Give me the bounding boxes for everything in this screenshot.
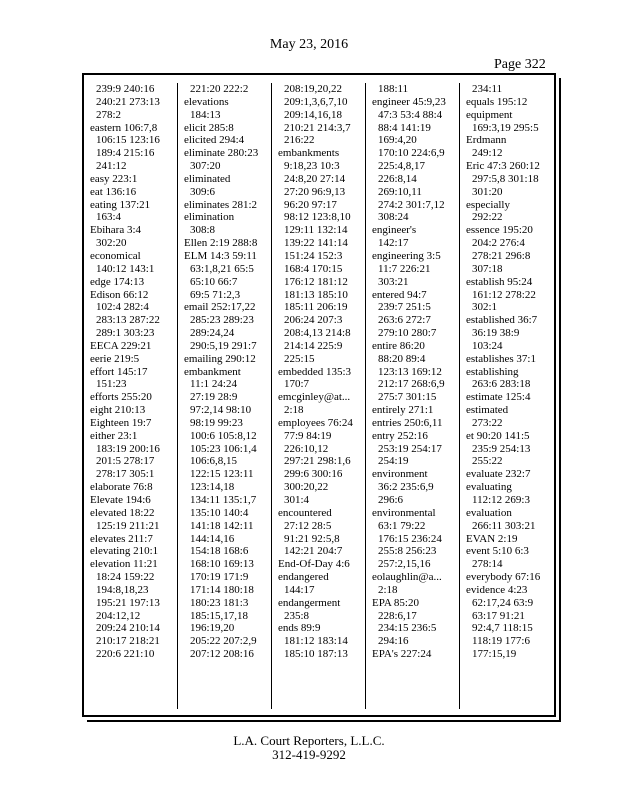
index-term-entry: eerie 219:5 bbox=[90, 352, 140, 365]
index-term-entry: estimated bbox=[466, 404, 509, 417]
index-page-refs: 294:16 bbox=[378, 635, 409, 648]
index-term-entry: entire 86:20 bbox=[372, 339, 425, 352]
index-term-entry: EPA 85:20 bbox=[372, 596, 419, 609]
index-page-refs: 278:17 305:1 bbox=[96, 468, 155, 481]
index-page-refs: 91:21 92:5,8 bbox=[284, 532, 340, 545]
index-page-refs: 278:14 bbox=[472, 558, 503, 571]
index-term-entry: elevating 210:1 bbox=[90, 545, 159, 558]
index-page-refs: 36:2 235:6,9 bbox=[378, 481, 434, 494]
index-column-3 bbox=[272, 83, 366, 709]
index-term-entry: emailing 290:12 bbox=[184, 352, 256, 365]
index-page-refs: 88:20 89:4 bbox=[378, 352, 426, 365]
index-page-refs: 299:6 300:16 bbox=[284, 468, 343, 481]
index-page-refs: 185:15,17,18 bbox=[190, 609, 249, 622]
index-term-entry: establishing bbox=[466, 365, 519, 378]
index-page-refs: 63:1,8,21 65:5 bbox=[190, 262, 254, 275]
index-term-entry: economical bbox=[90, 249, 141, 262]
index-page-refs: 254:19 bbox=[378, 455, 409, 468]
index-page-refs: 77:9 84:19 bbox=[284, 429, 332, 442]
index-term-entry: ELM 14:3 59:11 bbox=[184, 249, 257, 262]
index-page-refs: 170:7 bbox=[284, 378, 310, 391]
index-term-entry: estimate 125:4 bbox=[466, 391, 531, 404]
index-page-refs: 123:14,18 bbox=[190, 481, 235, 494]
index-page-refs: 302:20 bbox=[96, 237, 127, 250]
index-page-refs: 139:22 141:14 bbox=[284, 237, 348, 250]
index-term-entry: encountered bbox=[278, 506, 332, 519]
page-number: Page 322 bbox=[494, 57, 546, 72]
index-page-refs: 285:23 289:23 bbox=[190, 314, 254, 327]
index-term-entry: edge 174:13 bbox=[90, 275, 145, 288]
index-page-refs: 2:18 bbox=[378, 583, 398, 596]
index-page-refs: 63:17 91:21 bbox=[472, 609, 525, 622]
index-page-refs: 169:3,19 295:5 bbox=[472, 121, 539, 134]
index-page-refs: 226:8,14 bbox=[378, 172, 417, 185]
index-page-refs: 196:19,20 bbox=[190, 622, 235, 635]
index-term-entry: especially bbox=[466, 198, 510, 211]
index-page-refs: 9:18,23 10:3 bbox=[284, 160, 340, 173]
index-page-refs: 300:20,22 bbox=[284, 481, 329, 494]
index-term-entry: eat 136:16 bbox=[90, 185, 137, 198]
word-index-box bbox=[82, 73, 556, 717]
index-page-refs: 301:20 bbox=[472, 185, 503, 198]
index-page-refs: 69:5 71:2,3 bbox=[190, 288, 241, 301]
index-term-entry: entirely 271:1 bbox=[372, 404, 434, 417]
index-page-refs: 98:12 123:8,10 bbox=[284, 211, 351, 224]
index-page-refs: 253:19 254:17 bbox=[378, 442, 442, 455]
index-page-refs: 235:9 254:13 bbox=[472, 442, 531, 455]
index-term-entry: entry 252:16 bbox=[372, 429, 428, 442]
index-term-entry: established 36:7 bbox=[466, 314, 538, 327]
index-page-refs: 161:12 278:22 bbox=[472, 288, 536, 301]
index-page-refs: 269:10,11 bbox=[378, 185, 422, 198]
index-page-refs: 18:24 159:22 bbox=[96, 571, 155, 584]
index-page-refs: 176:12 181:12 bbox=[284, 275, 348, 288]
index-term-entry: emcginley@at... bbox=[278, 391, 351, 404]
index-page-refs: 129:11 132:14 bbox=[284, 224, 348, 237]
index-term-entry: ends 89:9 bbox=[278, 622, 321, 635]
index-page-refs: 118:19 177:6 bbox=[472, 635, 530, 648]
index-page-refs: 195:21 197:13 bbox=[96, 596, 160, 609]
index-term-entry: EVAN 2:19 bbox=[466, 532, 518, 545]
index-page-refs: 201:5 278:17 bbox=[96, 455, 155, 468]
index-page-refs: 140:12 143:1 bbox=[96, 262, 155, 275]
index-term-entry: embankment bbox=[184, 365, 241, 378]
index-page-refs: 185:10 187:13 bbox=[284, 648, 348, 661]
index-term-entry: eliminated bbox=[184, 172, 231, 185]
index-term-entry: easy 223:1 bbox=[90, 172, 138, 185]
index-page-refs: 47:3 53:4 88:4 bbox=[378, 108, 443, 121]
index-page-refs: 184:13 bbox=[190, 108, 221, 121]
index-page-refs: 123:13 169:12 bbox=[378, 365, 442, 378]
index-term-entry: engineering 3:5 bbox=[372, 249, 441, 262]
index-page-refs: 208:4,13 214:8 bbox=[284, 327, 351, 340]
index-page-refs: 278:2 bbox=[96, 108, 122, 121]
index-term-entry: elicit 285:8 bbox=[184, 121, 234, 134]
index-column-4 bbox=[366, 83, 460, 709]
index-page-refs: 307:18 bbox=[472, 262, 503, 275]
index-page-refs: 209:1,3,6,7,10 bbox=[284, 95, 348, 108]
index-page-refs: 96:20 97:17 bbox=[284, 198, 337, 211]
index-term-entry: engineer's bbox=[372, 224, 417, 237]
index-page-refs: 188:11 bbox=[378, 83, 409, 95]
index-page-refs: 292:22 bbox=[472, 211, 503, 224]
index-term-entry: elicited 294:4 bbox=[184, 134, 245, 147]
index-term-entry: elaborate 76:8 bbox=[90, 481, 153, 494]
transcript-date: May 23, 2016 bbox=[269, 37, 349, 52]
index-page-refs: 263:6 272:7 bbox=[378, 314, 431, 327]
index-page-refs: 205:22 207:2,9 bbox=[190, 635, 257, 648]
index-page-refs: 274:2 301:7,12 bbox=[378, 198, 445, 211]
index-term-entry: environment bbox=[372, 468, 428, 481]
index-page-refs: 301:4 bbox=[284, 494, 310, 506]
index-page-refs: 234:11 bbox=[472, 83, 503, 95]
index-page-refs: 302:1 bbox=[472, 301, 498, 314]
index-page-refs: 308:8 bbox=[190, 224, 216, 237]
index-page-refs: 154:18 168:6 bbox=[190, 545, 249, 558]
index-term-entry: eliminate 280:23 bbox=[184, 147, 259, 160]
index-term-entry: email 252:17,22 bbox=[184, 301, 256, 314]
index-page-refs: 308:24 bbox=[378, 211, 409, 224]
index-page-refs: 297:5,8 301:18 bbox=[472, 172, 539, 185]
index-term-entry: elimination bbox=[184, 211, 235, 224]
index-page-refs: 240:21 273:13 bbox=[96, 95, 160, 108]
index-page-refs: 88:4 141:19 bbox=[378, 121, 431, 134]
index-page-refs: 289:24,24 bbox=[190, 327, 235, 340]
index-page-refs: 216:22 bbox=[284, 134, 315, 147]
index-term-entry: eastern 106:7,8 bbox=[90, 121, 158, 134]
index-page-refs: 163:4 bbox=[96, 211, 122, 224]
index-term-entry: Eighteen 19:7 bbox=[90, 416, 152, 429]
index-term-entry: eight 210:13 bbox=[90, 404, 146, 417]
index-page-refs: 225:15 bbox=[284, 352, 315, 365]
index-page-refs: 180:23 181:3 bbox=[190, 596, 249, 609]
index-page-refs: 297:21 298:1,6 bbox=[284, 455, 351, 468]
index-page-refs: 27:19 28:9 bbox=[190, 391, 238, 404]
index-page-refs: 255:22 bbox=[472, 455, 503, 468]
index-page-refs: 279:10 280:7 bbox=[378, 327, 437, 340]
index-page-refs: 181:12 183:14 bbox=[284, 635, 348, 648]
index-term-entry: evidence 4:23 bbox=[466, 583, 528, 596]
index-page-refs: 100:6 105:8,12 bbox=[190, 429, 257, 442]
index-page-refs: 65:10 66:7 bbox=[190, 275, 238, 288]
index-page-refs: 303:21 bbox=[378, 275, 409, 288]
index-page-refs: 307:20 bbox=[190, 160, 221, 173]
index-term-entry: Edison 66:12 bbox=[90, 288, 149, 301]
index-page-refs: 181:13 185:10 bbox=[284, 288, 348, 301]
index-page-refs: 257:2,15,16 bbox=[378, 558, 431, 571]
index-page-refs: 170:19 171:9 bbox=[190, 571, 249, 584]
index-page-refs: 177:15,19 bbox=[472, 648, 517, 661]
index-term-entry: employees 76:24 bbox=[278, 416, 353, 429]
index-page-refs: 144:14,16 bbox=[190, 532, 235, 545]
index-page-refs: 135:10 140:4 bbox=[190, 506, 249, 519]
index-page-refs: 209:14,16,18 bbox=[284, 108, 343, 121]
index-term-entry: entries 250:6,11 bbox=[372, 416, 443, 429]
index-term-entry: essence 195:20 bbox=[466, 224, 533, 237]
index-page-refs: 255:8 256:23 bbox=[378, 545, 437, 558]
court-reporter-name: L.A. Court Reporters, L.L.C. bbox=[233, 733, 385, 748]
index-page-refs: 125:19 211:21 bbox=[96, 519, 160, 532]
index-page-refs: 142:17 bbox=[378, 237, 409, 250]
index-page-refs: 24:8,20 27:14 bbox=[284, 172, 346, 185]
index-term-entry: evaluate 232:7 bbox=[466, 468, 531, 481]
index-page-refs: 169:4,20 bbox=[378, 134, 417, 147]
index-page-refs: 103:24 bbox=[472, 339, 503, 352]
index-page-refs: 63:1 79:22 bbox=[378, 519, 426, 532]
index-page-refs: 210:17 218:21 bbox=[96, 635, 160, 648]
index-page-refs: 185:11 206:19 bbox=[284, 301, 348, 314]
index-column-1 bbox=[84, 83, 178, 709]
index-term-entry: entered 94:7 bbox=[372, 288, 427, 301]
index-term-entry: elevation 11:21 bbox=[90, 558, 158, 571]
index-page-refs: 206:24 207:3 bbox=[284, 314, 343, 327]
index-column-5 bbox=[460, 83, 554, 709]
index-page-refs: 214:14 225:9 bbox=[284, 339, 343, 352]
index-term-entry: EECA 229:21 bbox=[90, 339, 152, 352]
index-page-refs: 183:19 200:16 bbox=[96, 442, 160, 455]
index-page-refs: 239:7 251:5 bbox=[378, 301, 431, 314]
index-page-refs: 189:4 215:16 bbox=[96, 147, 155, 160]
index-page-refs: 235:8 bbox=[284, 609, 310, 622]
index-columns bbox=[84, 83, 554, 715]
index-column-2 bbox=[178, 83, 272, 709]
index-page-refs: 27:20 96:9,13 bbox=[284, 185, 346, 198]
index-term-entry: event 5:10 6:3 bbox=[466, 545, 529, 558]
index-page-refs: 176:15 236:24 bbox=[378, 532, 442, 545]
index-term-entry: Eric 47:3 260:12 bbox=[466, 160, 540, 173]
index-term-entry: equals 195:12 bbox=[466, 95, 528, 108]
index-term-entry: endangerment bbox=[278, 596, 341, 609]
index-page-refs: 11:1 24:24 bbox=[190, 378, 237, 391]
index-term-entry: EPA's 227:24 bbox=[372, 648, 432, 661]
index-term-entry: Ebihara 3:4 bbox=[90, 224, 142, 237]
index-term-entry: engineer 45:9,23 bbox=[372, 95, 446, 108]
index-page-refs: 151:23 bbox=[96, 378, 127, 391]
index-page-refs: 209:24 210:14 bbox=[96, 622, 160, 635]
index-page-refs: 275:7 301:15 bbox=[378, 391, 437, 404]
index-term-entry: effort 145:17 bbox=[90, 365, 148, 378]
index-page-refs: 97:2,14 98:10 bbox=[190, 404, 252, 417]
index-term-entry: elevated 18:22 bbox=[90, 506, 155, 519]
index-page-refs: 27:12 28:5 bbox=[284, 519, 332, 532]
index-page-refs: 296:6 bbox=[378, 494, 404, 506]
index-page-refs: 283:13 287:22 bbox=[96, 314, 160, 327]
index-page-refs: 168:4 170:15 bbox=[284, 262, 343, 275]
index-term-entry: elevates 211:7 bbox=[90, 532, 153, 545]
index-page-refs: 168:10 169:13 bbox=[190, 558, 254, 571]
index-page-refs: 102:4 282:4 bbox=[96, 301, 149, 314]
index-term-entry: End-Of-Day 4:6 bbox=[278, 558, 350, 571]
index-page-refs: 249:12 bbox=[472, 147, 503, 160]
index-page-refs: 208:19,20,22 bbox=[284, 83, 343, 95]
index-term-entry: either 23:1 bbox=[90, 429, 138, 442]
index-term-entry: eating 137:21 bbox=[90, 198, 151, 211]
index-page-refs: 228:6,17 bbox=[378, 609, 417, 622]
index-term-entry: eliminates 281:2 bbox=[184, 198, 258, 211]
index-page-refs: 122:15 123:11 bbox=[190, 468, 254, 481]
index-page-refs: 204:2 276:4 bbox=[472, 237, 525, 250]
index-page-refs: 170:10 224:6,9 bbox=[378, 147, 445, 160]
index-page-refs: 212:17 268:6,9 bbox=[378, 378, 445, 391]
index-page-refs: 106:6,8,15 bbox=[190, 455, 238, 468]
index-page-refs: 263:6 283:18 bbox=[472, 378, 531, 391]
index-page-refs: 273:22 bbox=[472, 416, 503, 429]
index-page-refs: 289:1 303:23 bbox=[96, 327, 155, 340]
index-term-entry: embankments bbox=[278, 147, 340, 160]
index-term-entry: establishes 37:1 bbox=[466, 352, 536, 365]
index-page-refs: 141:18 142:11 bbox=[190, 519, 254, 532]
index-page-refs: 142:21 204:7 bbox=[284, 545, 343, 558]
index-page-refs: 92:4,7 118:15 bbox=[472, 622, 533, 635]
index-page-refs: 239:9 240:16 bbox=[96, 83, 155, 95]
index-page-refs: 290:5,19 291:7 bbox=[190, 339, 257, 352]
index-term-entry: equipment bbox=[466, 108, 513, 121]
index-page-refs: 207:12 208:16 bbox=[190, 648, 254, 661]
index-page-refs: 112:12 269:3 bbox=[472, 494, 530, 506]
index-page-refs: 194:8,18,23 bbox=[96, 583, 149, 596]
index-page-refs: 151:24 152:3 bbox=[284, 249, 343, 262]
index-page-refs: 221:20 222:2 bbox=[190, 83, 249, 95]
index-page-refs: 144:17 bbox=[284, 583, 315, 596]
court-reporter-phone: 312-419-9292 bbox=[272, 747, 346, 762]
index-term-entry: environmental bbox=[372, 506, 436, 519]
index-page-refs: 210:21 214:3,7 bbox=[284, 121, 351, 134]
index-term-entry: evaluation bbox=[466, 506, 512, 519]
index-page-refs: 11:7 226:21 bbox=[378, 262, 431, 275]
index-page-refs: 225:4,8,17 bbox=[378, 160, 426, 173]
index-term-entry: et 90:20 141:5 bbox=[466, 429, 530, 442]
index-page-refs: 226:10,12 bbox=[284, 442, 329, 455]
index-page-refs: 105:23 106:1,4 bbox=[190, 442, 257, 455]
index-term-entry: everybody 67:16 bbox=[466, 571, 541, 584]
index-term-entry: Ellen 2:19 288:8 bbox=[184, 237, 258, 250]
index-page-refs: 309:6 bbox=[190, 185, 216, 198]
index-term-entry: eolaughlin@a... bbox=[372, 571, 442, 584]
index-page-refs: 241:12 bbox=[96, 160, 127, 173]
index-term-entry: establish 95:24 bbox=[466, 275, 533, 288]
index-page-refs: 204:12,12 bbox=[96, 609, 141, 622]
index-page-refs: 98:19 99:23 bbox=[190, 416, 243, 429]
index-page-refs: 234:15 236:5 bbox=[378, 622, 437, 635]
index-page-refs: 220:6 221:10 bbox=[96, 648, 155, 661]
index-term-entry: embedded 135:3 bbox=[278, 365, 352, 378]
index-page-refs: 266:11 303:21 bbox=[472, 519, 536, 532]
index-page-refs: 171:14 180:18 bbox=[190, 583, 254, 596]
index-page-refs: 36:19 38:9 bbox=[472, 327, 520, 340]
index-page-refs: 134:11 135:1,7 bbox=[190, 494, 257, 506]
index-term-entry: Erdmann bbox=[466, 134, 507, 147]
index-term-entry: efforts 255:20 bbox=[90, 391, 152, 404]
index-page-refs: 106:15 123:16 bbox=[96, 134, 160, 147]
index-page-refs: 2:18 bbox=[284, 404, 304, 417]
index-page-refs: 278:21 296:8 bbox=[472, 249, 531, 262]
index-term-entry: evaluating bbox=[466, 481, 512, 494]
index-term-entry: elevations bbox=[184, 95, 229, 108]
index-page-refs: 62:17,24 63:9 bbox=[472, 596, 534, 609]
index-term-entry: Elevate 194:6 bbox=[90, 494, 151, 506]
index-term-entry: endangered bbox=[278, 571, 329, 584]
